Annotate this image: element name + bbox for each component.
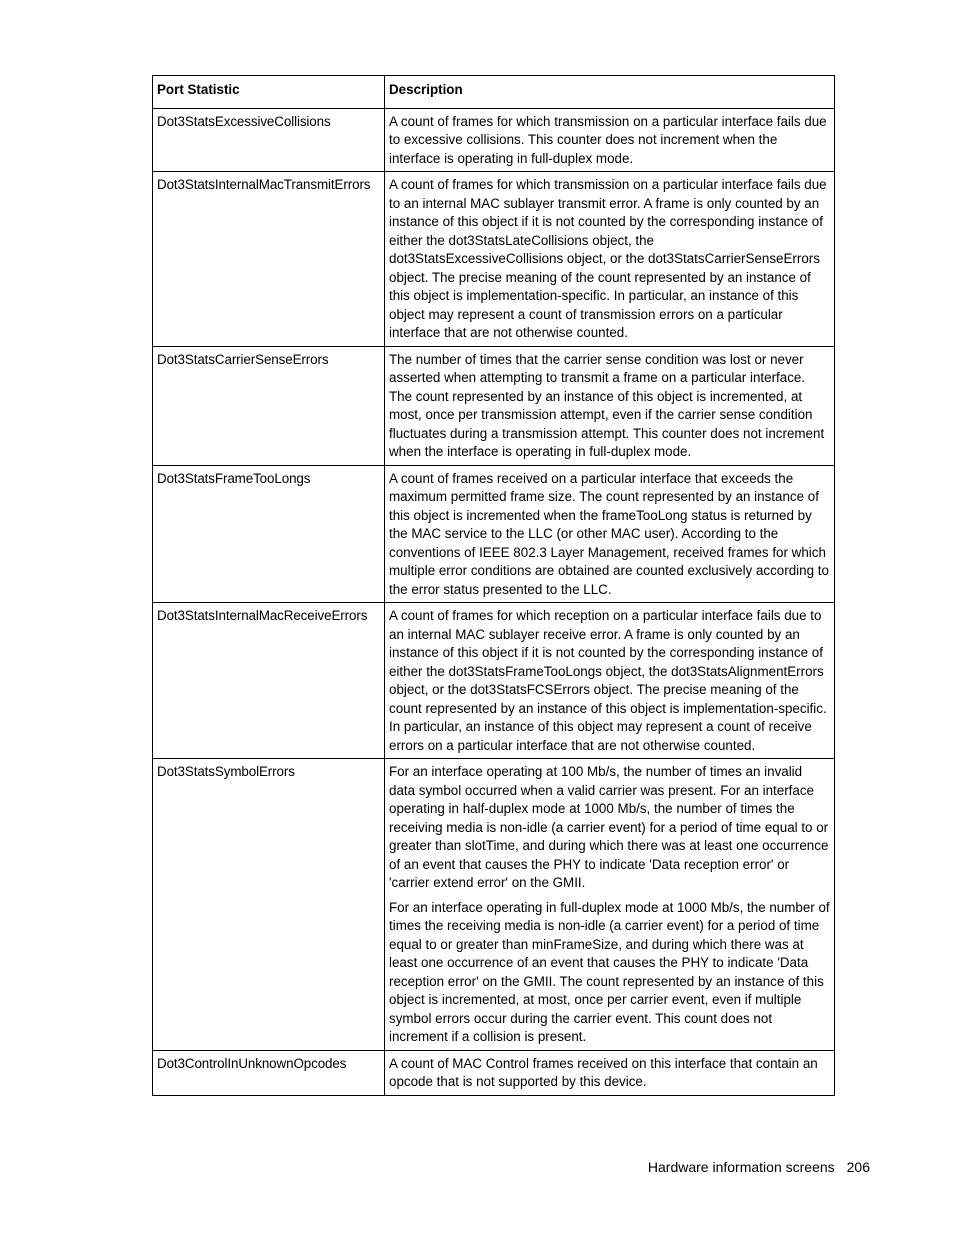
description-paragraph: The number of times that the carrier sense condition was lost or never asserted when attempting to transmit a frame on a particular interface. The count represented by an instance of this object is incremented, at most, once per transmission attempt, even if the carrier sense condition fluctuates during a transmission attempt. This counter does not increment when the interface is operating in full-duplex mode. bbox=[389, 351, 825, 459]
description-paragraph: A count of frames for which transmission on a particular interface fails due to an internal MAC sublayer transmit error. A frame is only counted by an instance of this object if it is not counted by the corresponding instance of either the dot3StatsLateCollisions object, the dot3StatsExcessiveCollisions object, or the dot3StatsCarrierSenseErrors object. The precise meaning of the count represented by an instance of this object is implementation-specific. In particular, an instance of this object may represent a count of transmission errors on a particular interface that are not otherwise counted. bbox=[389, 177, 827, 340]
statistic-description bbox=[385, 172, 835, 347]
statistic-name: Dot3ControlInUnknownOpcodes bbox=[153, 1050, 385, 1095]
header-description: Description bbox=[385, 76, 835, 109]
description-paragraph: For an interface operating in full-duplex mode at 1000 Mb/s, the number of times the receiving media is non-idle (a carrier event) for a period of time equal to or greater than minFrameSize, and during which there was at least one occurrence of an event that causes the PHY to indicate 'Data reception error' on the GMII. The count represented by an instance of this object is incremented, at most, once per carrier event, even if multiple symbol errors occur during the carrier event. This count does not increment if a collision is present. bbox=[389, 899, 830, 1044]
table-row bbox=[153, 172, 835, 347]
description-paragraph: A count of frames for which reception on a particular interface fails due to an internal MAC sublayer receive error. A frame is only counted by an instance of this object if it is not counted by the corresponding instance of either the dot3StatsFrameTooLongs object, the dot3StatsAlignmentErrors object, or the dot3StatsFCSErrors object. The precise meaning of the count represented by an instance of this object is implementation-specific. In particular, an instance of this object may represent a count of receive errors on a particular interface that are not otherwise counted. bbox=[389, 608, 827, 753]
statistic-description bbox=[385, 1050, 835, 1095]
port-statistics-table bbox=[152, 75, 835, 1096]
page-number: 206 bbox=[846, 1159, 870, 1175]
statistic-name: Dot3StatsInternalMacReceiveErrors bbox=[153, 603, 385, 759]
statistic-name: Dot3StatsExcessiveCollisions bbox=[153, 108, 385, 172]
table-row bbox=[153, 759, 835, 1051]
footer-section-title: Hardware information screens bbox=[647, 1159, 835, 1175]
page-footer bbox=[648, 1158, 870, 1176]
description-paragraph: For an interface operating at 100 Mb/s, the number of times an invalid data symbol occurred when a valid carrier was present. For an interface operating in half-duplex mode at 1000 Mb/s, the number of times the receiving media is non-idle (a carrier event) for a period of time equal to or greater than slotTime, and during which there was at least one occurrence of an event that causes the PHY to indicate 'Data reception error' or 'carrier extend error' on the GMII. bbox=[389, 764, 829, 890]
table-row bbox=[153, 108, 835, 172]
table-row bbox=[153, 465, 835, 603]
statistic-name: Dot3StatsInternalMacTransmitErrors bbox=[153, 172, 385, 347]
statistic-description bbox=[385, 603, 835, 759]
statistic-description bbox=[385, 108, 835, 172]
table-row bbox=[153, 603, 835, 759]
table-body bbox=[153, 108, 835, 1095]
header-port-statistic: Port Statistic bbox=[153, 76, 385, 109]
description-paragraph: A count of frames received on a particular interface that exceeds the maximum permitted frame size. The count represented by an instance of this object is incremented when the frameTooLong status is returned by the MAC service to the LLC (or other MAC user). According to the conventions of IEEE 802.3 Layer Management, received frames for which multiple error conditions are obtained are counted exclusively according to the error status presented to the LLC. bbox=[389, 470, 829, 597]
table-header-row bbox=[153, 76, 835, 109]
description-paragraph: A count of MAC Control frames received on this interface that contain an opcode that is not supported by this device. bbox=[389, 1055, 818, 1089]
statistic-description bbox=[385, 759, 835, 1051]
statistic-name: Dot3StatsFrameTooLongs bbox=[153, 465, 385, 603]
table-row bbox=[153, 1050, 835, 1095]
table-row bbox=[153, 346, 835, 465]
statistic-name: Dot3StatsSymbolErrors bbox=[153, 759, 385, 1051]
description-paragraph: A count of frames for which transmission on a particular interface fails due to excessive collisions. This counter does not increment when the interface is operating in full-duplex mode. bbox=[389, 113, 827, 166]
statistic-name: Dot3StatsCarrierSenseErrors bbox=[153, 346, 385, 465]
statistic-description bbox=[385, 465, 835, 603]
statistic-description bbox=[385, 346, 835, 465]
